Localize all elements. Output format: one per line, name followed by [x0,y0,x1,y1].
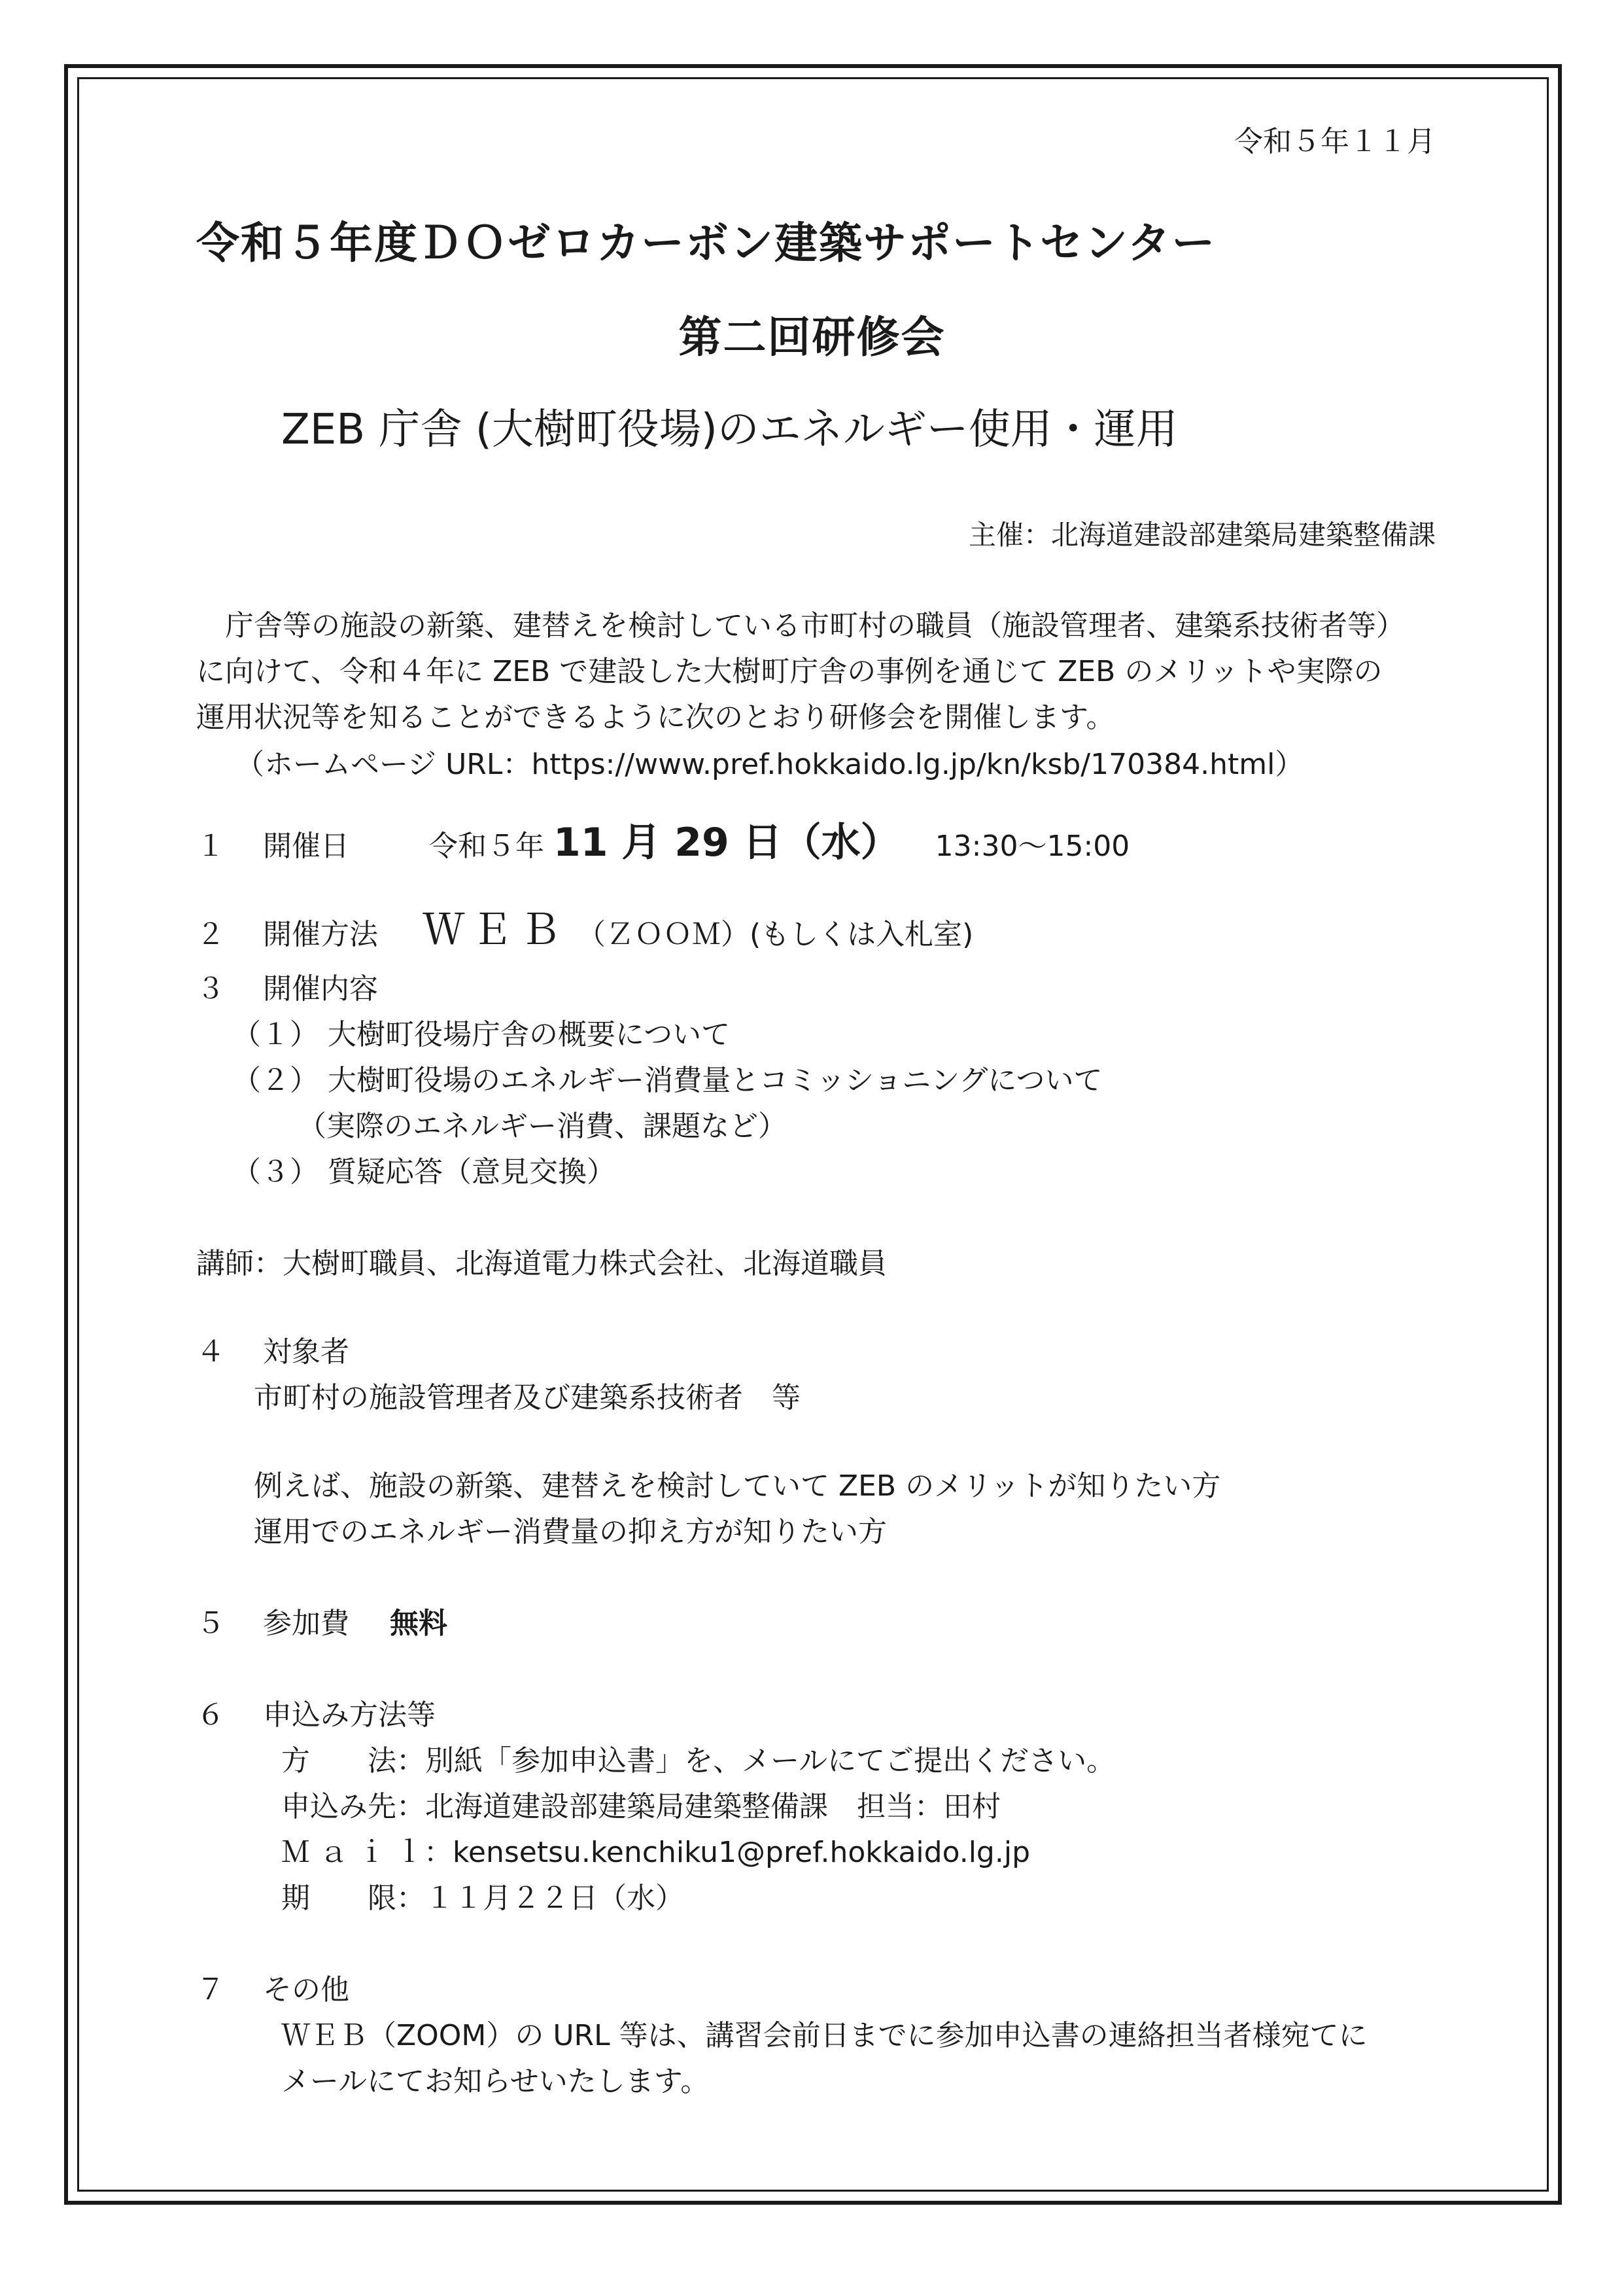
title-line-2: 第二回研修会 [678,312,946,362]
section-label: 開催内容 [263,972,378,1006]
target-audience: 市町村の施設管理者及び建築系技術者 等 [254,1381,801,1414]
date-main: 11 月 29 日（水） [553,820,900,866]
field-label: Ｍ ａ ｉ ｌ： [281,1836,453,1869]
field-value: １１月２２日（水） [425,1882,684,1915]
target-example-2: 運用でのエネルギー消費量の抑え方が知りたい方 [254,1515,887,1549]
application-method [281,1737,1115,1779]
section-number: ４ [196,1335,225,1369]
section-fee [196,1600,447,1641]
field-label: 期 限： [281,1882,425,1915]
intro-line-2: に向けて、令和４年に ZEB で建設した大樹町庁舎の事例を通じて ZEB のメリットや実際の [196,655,1383,688]
section-target [196,1328,349,1370]
issue-date: 令和５年１１月 [1234,125,1436,158]
other-line-1: ＷＥＢ（ZOOM）の URL 等は、講習会前日までに参加申込書の連絡担当者様宛てに [281,2019,1368,2052]
section-number: ７ [196,1973,225,2006]
section-number: ６ [196,1698,225,1732]
other-line-2: メールにてお知らせいたします。 [281,2065,710,2098]
application-deadline [281,1874,684,1916]
section-label: 開催方法 [263,918,378,951]
method-detail: （ＺＯＯＭ）(もしくは入札室) [577,918,974,951]
content-item-3: （３） 質疑応答（意見交換） [232,1155,615,1189]
field-value: 別紙「参加申込書」を、メールにてご提出ください。 [425,1744,1116,1778]
application-destination [281,1783,1001,1825]
content-item-2: （２） 大樹町役場のエネルギー消費量とコミッショニングについて [232,1064,1103,1097]
section-label: 対象者 [263,1335,349,1369]
content-item-2-note: （実際のエネルギー消費、課題など） [298,1110,787,1143]
section-number: １ [196,830,225,863]
lecturer: 講師：大樹町職員、北海道電力株式会社、北海道職員 [196,1247,887,1280]
method-web: ＷＥＢ [423,906,568,955]
section-label: 開催日 [263,830,349,863]
section-date [196,811,1130,867]
fee-value: 無料 [390,1607,447,1640]
section-number: ３ [196,972,225,1006]
organizer: 主催：北海道建設部建築局建築整備課 [968,519,1436,551]
section-label: 参加費 [263,1607,349,1640]
homepage-url: （ホームページ URL：https://www.pref.hokkaido.lg.jp/kn/ksb/170384.html） [235,748,1304,781]
mail-address-link[interactable]: kensetsu.kenchiku1@pref.hokkaido.lg.jp [452,1836,1030,1869]
section-other [196,1966,349,2008]
date-era: 令和５年 [429,830,544,863]
title-line-3: ZEB 庁舎 (大樹町役場)のエネルギー使用・運用 [281,406,1178,454]
field-label: 方 法： [281,1744,425,1778]
section-label: 申込み方法等 [263,1698,436,1732]
intro-line-1: 庁舎等の施設の新築、建替えを検討している市町村の職員（施設管理者、建築系技術者等） [196,609,1405,642]
section-content [196,965,378,1007]
section-application [196,1691,436,1733]
field-label: 申込み先： [281,1790,425,1823]
application-mail [281,1829,1030,1870]
time-range: 13:30～15:00 [935,830,1130,863]
intro-line-3: 運用状況等を知ることができるように次のとおり研修会を開催します。 [196,701,1115,734]
target-example-1: 例えば、施設の新築、建替えを検討していて ZEB のメリットが知りたい方 [254,1469,1221,1503]
title-line-1: 令和５年度ＤＯゼロカーボン建築サポートセンター [196,218,1217,268]
section-number: ２ [196,918,225,951]
section-number: ５ [196,1607,225,1640]
field-value: 北海道建設部建築局建築整備課 担当：田村 [425,1790,1001,1823]
section-label: その他 [263,1973,349,2006]
content-item-1: （１） 大樹町役場庁舎の概要について [232,1018,731,1051]
section-method [196,896,973,956]
